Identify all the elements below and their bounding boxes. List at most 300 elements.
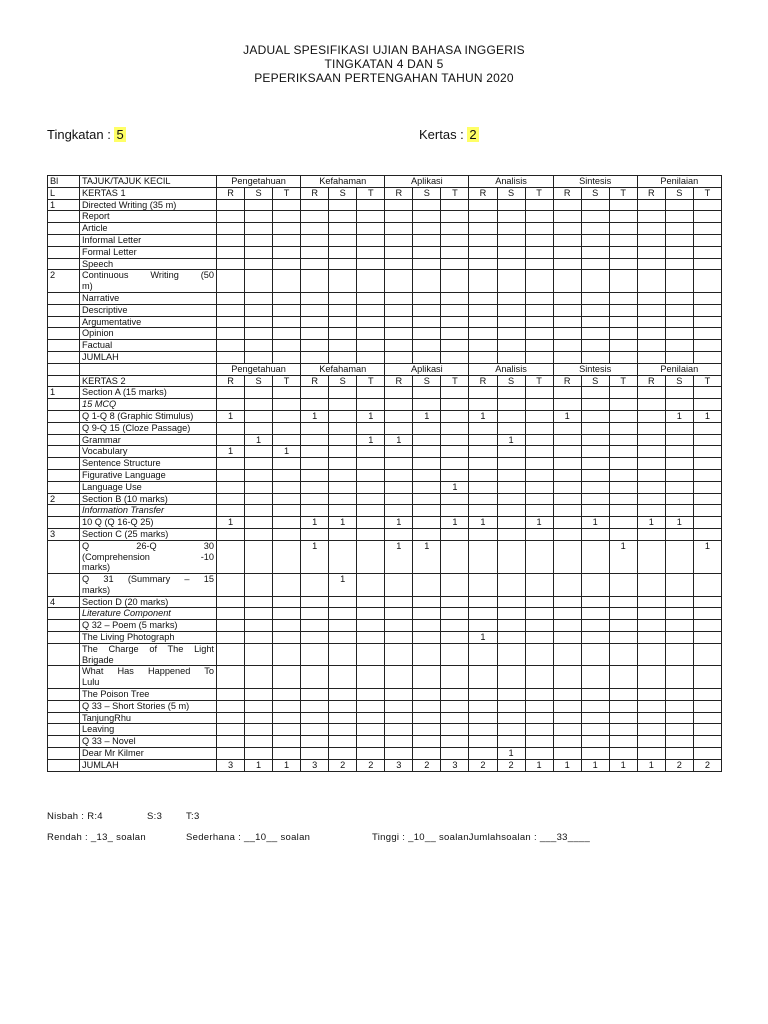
value-cell: [609, 748, 637, 760]
category-header: Penilaian: [637, 363, 721, 375]
value-cell: [357, 316, 385, 328]
value-cell: [413, 724, 441, 736]
value-cell: [497, 387, 525, 399]
value-cell: [553, 387, 581, 399]
value-cell: [553, 234, 581, 246]
value-cell: [469, 304, 497, 316]
value-cell: 1: [497, 434, 525, 446]
value-cell: [469, 316, 497, 328]
value-cell: [413, 223, 441, 235]
value-cell: [609, 632, 637, 644]
value-cell: [693, 211, 721, 223]
value-cell: [301, 724, 329, 736]
topic-cell: [80, 736, 217, 748]
bil-cell: [48, 434, 80, 446]
sub-label: R: [553, 375, 581, 387]
value-cell: [637, 574, 665, 597]
value-cell: [329, 446, 357, 458]
topic-line: Factual: [82, 340, 113, 351]
value-cell: [525, 574, 553, 597]
value-cell: [441, 258, 469, 270]
value-cell: [441, 493, 469, 505]
bil-cell: [48, 458, 80, 470]
value-cell: [329, 422, 357, 434]
bil-cell: 1: [48, 199, 80, 211]
bil-cell: 1: [48, 387, 80, 399]
value-cell: [693, 643, 721, 666]
value-cell: 1: [441, 481, 469, 493]
topic-line: 10 Q (Q 16-Q 25): [82, 517, 154, 528]
value-cell: 1: [693, 410, 721, 422]
value-cell: [273, 340, 301, 352]
value-cell: [245, 387, 273, 399]
value-cell: [273, 574, 301, 597]
table-row: [48, 223, 722, 235]
value-cell: [329, 328, 357, 340]
value-cell: [357, 700, 385, 712]
value-cell: [665, 328, 693, 340]
value-cell: [413, 736, 441, 748]
value-cell: [217, 528, 245, 540]
value-cell: [217, 351, 245, 363]
value-cell: [357, 643, 385, 666]
value-cell: [581, 712, 609, 724]
topic-cell: [80, 340, 217, 352]
value-cell: [245, 574, 273, 597]
value-cell: [273, 316, 301, 328]
value-cell: [609, 246, 637, 258]
value-cell: [413, 246, 441, 258]
value-cell: [217, 574, 245, 597]
value-cell: [413, 596, 441, 608]
value-cell: [609, 596, 637, 608]
topic-line: Section B (10 marks): [82, 493, 168, 504]
table-row: [48, 700, 722, 712]
value-cell: [581, 481, 609, 493]
value-cell: [497, 316, 525, 328]
value-cell: 2: [469, 759, 497, 771]
topic-line: Continuous Writing (50: [82, 270, 214, 281]
value-cell: [357, 351, 385, 363]
sub-label: R: [301, 187, 329, 199]
value-cell: [245, 399, 273, 411]
value-cell: [693, 632, 721, 644]
value-cell: [469, 620, 497, 632]
value-cell: [301, 316, 329, 328]
topic-line: Report: [82, 211, 110, 222]
value-cell: [357, 458, 385, 470]
value-cell: [665, 211, 693, 223]
value-cell: [609, 528, 637, 540]
value-cell: [525, 434, 553, 446]
value-cell: [301, 666, 329, 689]
value-cell: [329, 399, 357, 411]
value-cell: [609, 434, 637, 446]
topic-cell: [80, 316, 217, 328]
sub-label: S: [665, 375, 693, 387]
value-cell: [413, 434, 441, 446]
kertas-value: 2: [469, 127, 477, 142]
value-cell: [665, 493, 693, 505]
value-cell: [637, 328, 665, 340]
value-cell: [637, 620, 665, 632]
value-cell: [581, 632, 609, 644]
table-row: [48, 666, 722, 689]
value-cell: 1: [329, 517, 357, 529]
value-cell: [553, 505, 581, 517]
topic-line: Formal Letter: [82, 246, 137, 257]
value-cell: 3: [217, 759, 245, 771]
value-cell: [385, 328, 413, 340]
value-cell: [329, 292, 357, 304]
value-cell: [441, 540, 469, 573]
value-cell: [497, 199, 525, 211]
value-cell: [553, 316, 581, 328]
value-cell: [245, 328, 273, 340]
value-cell: [357, 505, 385, 517]
value-cell: [301, 304, 329, 316]
value-cell: [469, 540, 497, 573]
value-cell: [245, 304, 273, 316]
value-cell: [497, 632, 525, 644]
value-cell: [273, 620, 301, 632]
value-cell: [441, 270, 469, 293]
value-cell: 1: [301, 540, 329, 573]
bil-cell: [48, 234, 80, 246]
value-cell: [413, 620, 441, 632]
table-row: [48, 748, 722, 760]
value-cell: [637, 258, 665, 270]
value-cell: [469, 211, 497, 223]
value-cell: [217, 540, 245, 573]
value-cell: [581, 596, 609, 608]
value-cell: [581, 505, 609, 517]
value-cell: [217, 340, 245, 352]
rendah-count: Rendah : _13_ soalan: [47, 832, 146, 843]
value-cell: [609, 422, 637, 434]
value-cell: [357, 234, 385, 246]
topic-line: Directed Writing (35 m): [82, 199, 177, 210]
topic-cell: [80, 410, 217, 422]
value-cell: [581, 528, 609, 540]
value-cell: [385, 270, 413, 293]
value-cell: [609, 292, 637, 304]
value-cell: [357, 632, 385, 644]
bil-cell: [48, 632, 80, 644]
value-cell: [273, 528, 301, 540]
value-cell: [357, 246, 385, 258]
value-cell: [357, 199, 385, 211]
value-cell: [217, 211, 245, 223]
bil-cell: [48, 712, 80, 724]
value-cell: 1: [581, 759, 609, 771]
value-cell: [245, 517, 273, 529]
value-cell: [637, 712, 665, 724]
topic-line: Information Transfer: [82, 505, 165, 516]
bil-cell: [48, 304, 80, 316]
value-cell: [413, 632, 441, 644]
value-cell: [273, 351, 301, 363]
value-cell: [553, 270, 581, 293]
value-cell: [581, 223, 609, 235]
value-cell: [525, 700, 553, 712]
bil-cell: [48, 574, 80, 597]
value-cell: 1: [553, 410, 581, 422]
value-cell: [693, 328, 721, 340]
value-cell: [553, 481, 581, 493]
value-cell: [301, 351, 329, 363]
value-cell: [385, 458, 413, 470]
value-cell: 3: [441, 759, 469, 771]
value-cell: [413, 505, 441, 517]
sub-label: T: [357, 375, 385, 387]
value-cell: 1: [329, 574, 357, 597]
value-cell: [245, 340, 273, 352]
value-cell: [665, 246, 693, 258]
value-cell: [385, 258, 413, 270]
value-cell: [469, 724, 497, 736]
value-cell: [497, 422, 525, 434]
value-cell: [245, 234, 273, 246]
value-cell: [553, 304, 581, 316]
value-cell: [357, 481, 385, 493]
value-cell: [245, 223, 273, 235]
value-cell: [329, 234, 357, 246]
topic-cell: [80, 666, 217, 689]
kertas2-label: KERTAS 2: [80, 375, 217, 387]
topic-cell: [80, 608, 217, 620]
value-cell: [693, 422, 721, 434]
value-cell: [637, 596, 665, 608]
value-cell: [581, 410, 609, 422]
value-cell: [665, 608, 693, 620]
topic-cell: [80, 234, 217, 246]
topic-cell: [80, 304, 217, 316]
total-row: [48, 759, 722, 771]
value-cell: [441, 223, 469, 235]
value-cell: [637, 736, 665, 748]
bil-cell: [48, 643, 80, 666]
bil-cell: [48, 246, 80, 258]
value-cell: [637, 211, 665, 223]
value-cell: [413, 458, 441, 470]
table-row: [48, 258, 722, 270]
category-header: Penilaian: [637, 176, 721, 188]
sub-label: S: [245, 187, 273, 199]
value-cell: [525, 340, 553, 352]
value-cell: [609, 258, 637, 270]
value-cell: [413, 399, 441, 411]
value-cell: [441, 387, 469, 399]
topic-line: Q 33 – Short Stories (5 m): [82, 700, 190, 711]
value-cell: [497, 351, 525, 363]
value-cell: [273, 234, 301, 246]
value-cell: [609, 517, 637, 529]
topic-line: Q 9-Q 15 (Cloze Passage): [82, 422, 191, 433]
value-cell: [665, 258, 693, 270]
value-cell: [553, 724, 581, 736]
value-cell: [693, 666, 721, 689]
category-header: Analisis: [469, 176, 553, 188]
value-cell: [581, 666, 609, 689]
topic-cell: [80, 469, 217, 481]
value-cell: [245, 724, 273, 736]
topic-cell: [80, 517, 217, 529]
value-cell: [413, 712, 441, 724]
value-cell: [245, 748, 273, 760]
value-cell: [525, 211, 553, 223]
value-cell: [637, 540, 665, 573]
value-cell: [245, 270, 273, 293]
value-cell: [245, 528, 273, 540]
value-cell: [301, 493, 329, 505]
value-cell: 1: [273, 446, 301, 458]
value-cell: [385, 410, 413, 422]
value-cell: [357, 748, 385, 760]
value-cell: [217, 458, 245, 470]
table-row: [48, 270, 722, 293]
bil-cell: [48, 258, 80, 270]
topic-line: Q 31 (Summary – 15: [82, 574, 214, 585]
value-cell: [553, 596, 581, 608]
value-cell: [217, 712, 245, 724]
value-cell: 2: [497, 759, 525, 771]
value-cell: [413, 481, 441, 493]
value-cell: [329, 469, 357, 481]
value-cell: [693, 736, 721, 748]
value-cell: [301, 223, 329, 235]
value-cell: [441, 446, 469, 458]
value-cell: [301, 211, 329, 223]
bil-cell: [48, 422, 80, 434]
value-cell: [581, 700, 609, 712]
value-cell: [609, 410, 637, 422]
value-cell: [553, 712, 581, 724]
kertas-label: Kertas :: [419, 127, 464, 142]
bil-cell: 3: [48, 528, 80, 540]
sub-label: R: [385, 187, 413, 199]
value-cell: [385, 666, 413, 689]
value-cell: [441, 748, 469, 760]
value-cell: [357, 446, 385, 458]
value-cell: [217, 724, 245, 736]
value-cell: [553, 434, 581, 446]
value-cell: [469, 351, 497, 363]
value-cell: [609, 234, 637, 246]
value-cell: [245, 351, 273, 363]
topic-cell: [80, 223, 217, 235]
value-cell: [637, 292, 665, 304]
value-cell: [553, 632, 581, 644]
value-cell: [469, 458, 497, 470]
value-cell: [217, 316, 245, 328]
value-cell: [301, 458, 329, 470]
value-cell: [637, 666, 665, 689]
value-cell: 1: [217, 517, 245, 529]
value-cell: [273, 422, 301, 434]
value-cell: [245, 446, 273, 458]
value-cell: [273, 292, 301, 304]
category-header: Pengetahuan: [217, 363, 301, 375]
value-cell: [693, 712, 721, 724]
sub-label: R: [637, 187, 665, 199]
table-row: [48, 351, 722, 363]
value-cell: [273, 399, 301, 411]
value-cell: [441, 620, 469, 632]
value-cell: [413, 270, 441, 293]
value-cell: [665, 434, 693, 446]
value-cell: 1: [637, 759, 665, 771]
value-cell: [609, 351, 637, 363]
value-cell: 1: [245, 759, 273, 771]
value-cell: [301, 292, 329, 304]
bil-cell: [48, 759, 80, 771]
value-cell: [301, 608, 329, 620]
table-row: [48, 387, 722, 399]
value-cell: [273, 632, 301, 644]
value-cell: [581, 199, 609, 211]
value-cell: [217, 304, 245, 316]
value-cell: 1: [301, 517, 329, 529]
value-cell: [217, 689, 245, 701]
value-cell: [525, 410, 553, 422]
value-cell: [301, 596, 329, 608]
value-cell: [525, 246, 553, 258]
table-row: [48, 596, 722, 608]
table-row: [48, 234, 722, 246]
table-row: [48, 724, 722, 736]
value-cell: [609, 340, 637, 352]
value-cell: 1: [609, 759, 637, 771]
topic-cell: [80, 748, 217, 760]
value-cell: [217, 505, 245, 517]
value-cell: [665, 223, 693, 235]
value-cell: [497, 328, 525, 340]
value-cell: [609, 724, 637, 736]
value-cell: [637, 481, 665, 493]
value-cell: [301, 399, 329, 411]
bil-cell: [48, 517, 80, 529]
value-cell: [413, 748, 441, 760]
sub-label: S: [413, 375, 441, 387]
table-row: [48, 493, 722, 505]
topic-cell: [80, 596, 217, 608]
value-cell: [581, 446, 609, 458]
value-cell: [665, 632, 693, 644]
value-cell: [413, 387, 441, 399]
value-cell: [525, 528, 553, 540]
table-row: [48, 469, 722, 481]
value-cell: [385, 316, 413, 328]
value-cell: [665, 736, 693, 748]
kertas2-header-row: [48, 363, 722, 375]
value-cell: [217, 434, 245, 446]
value-cell: [469, 748, 497, 760]
topic-line: 15 MCQ: [82, 399, 117, 410]
value-cell: 1: [469, 517, 497, 529]
topic-cell: [80, 246, 217, 258]
value-cell: [553, 620, 581, 632]
value-cell: [217, 246, 245, 258]
table-row: [48, 199, 722, 211]
value-cell: 1: [413, 540, 441, 573]
value-cell: [357, 493, 385, 505]
value-cell: [609, 446, 637, 458]
value-cell: [581, 469, 609, 481]
value-cell: [273, 223, 301, 235]
table-row: [48, 540, 722, 573]
topic-cell: [80, 700, 217, 712]
